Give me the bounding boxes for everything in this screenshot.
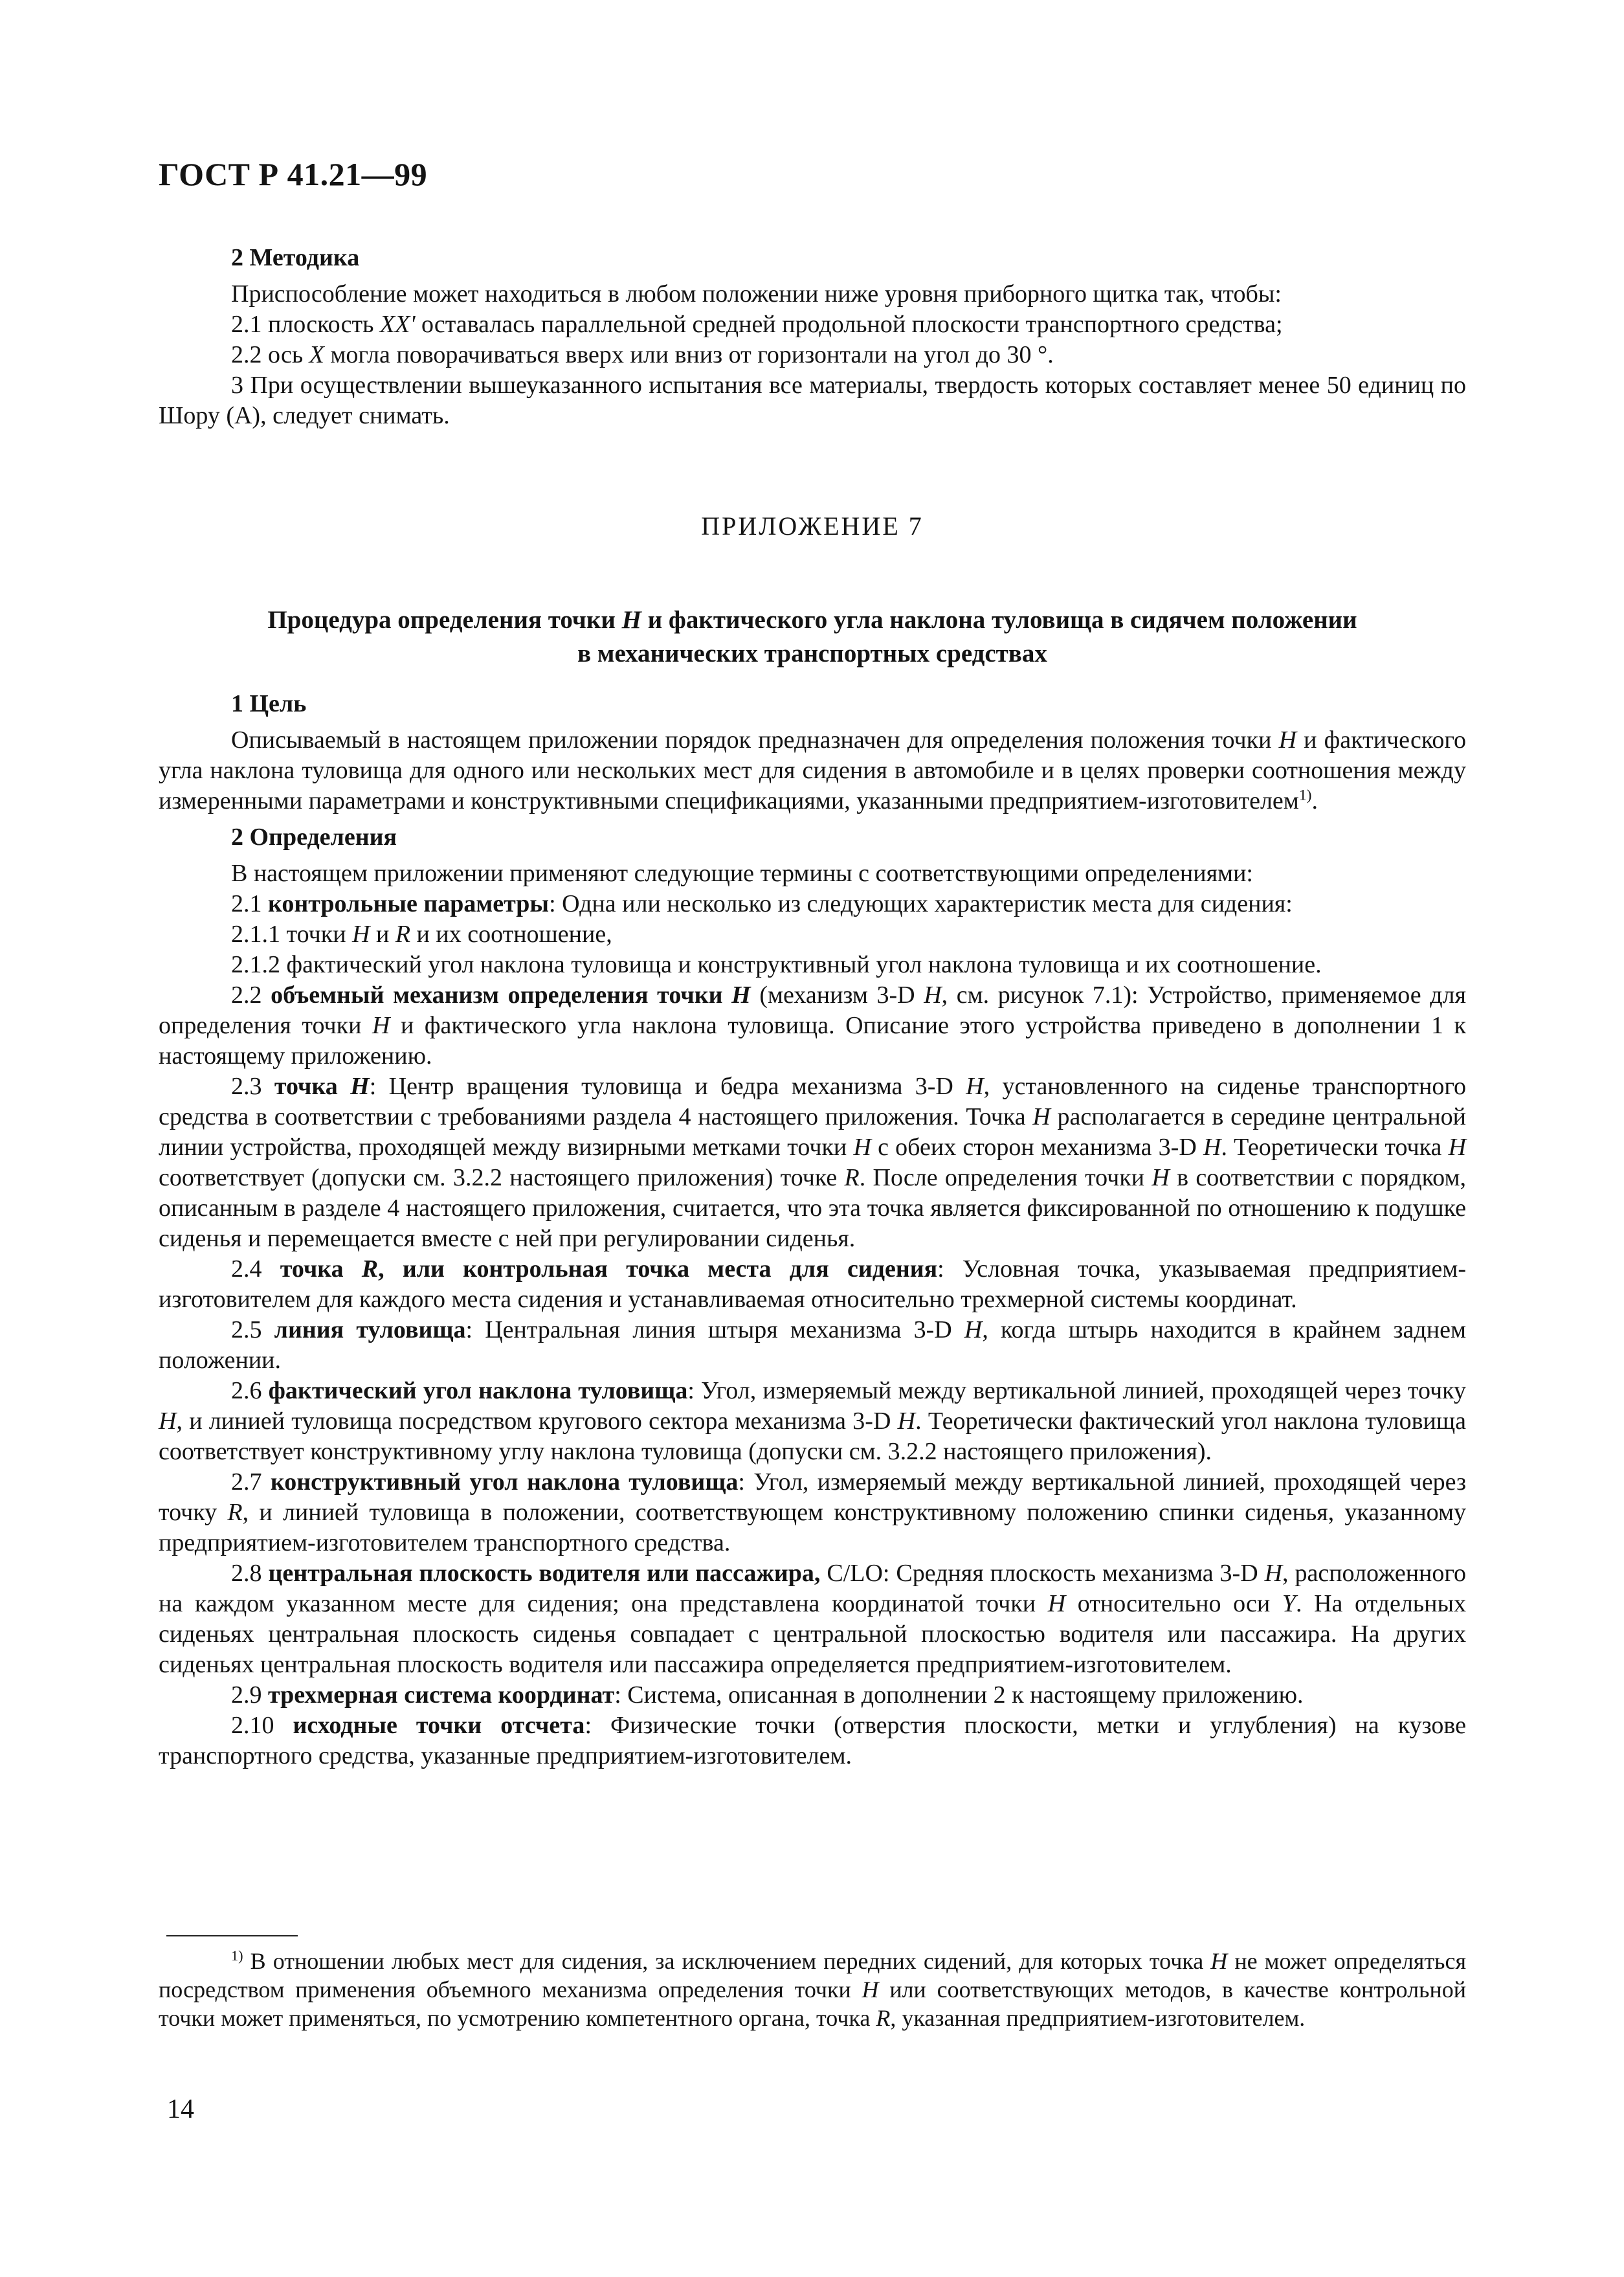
definition-2-1-1: 2.1.1 точки Н и R и их соотношение, xyxy=(231,921,612,948)
definition-2-8: 2.8 центральная плоскость водителя или пассажира, C/LO: Средняя плоскость механизма 3-D Н, расположенного на каждом указанном месте для сидения; она представлена координатой точки Н относительно оси Y. На отдельных сиденьях центральная плоскость сиденья совпадает с центральной плоскостью водителя или пассажира. На других сиденьях центральная плоскость водителя или пассажира определяется предприятием-изготовителем. xyxy=(159,1560,1467,1678)
section-heading-purpose: 1 Цель xyxy=(231,690,307,717)
document-body xyxy=(159,243,1466,1771)
definition-2-3: 2.3 точка Н: Центр вращения туловища и бедра механизма 3-D Н, установленного на сиденье транспортного средства в соответствии с требованиями раздела 4 настоящего приложения. Точка Н располагается в середине центральной линии устройства, проходящей между визирными метками точки Н с обеих сторон механизма 3-D Н. Теоретически точка Н соответствует (допуски см. 3.2.2 настоящего приложения) точке R. После определения точки Н в соответствии с порядком, описанным в разделе 4 настоящего приложения, считается, что эта точка является фиксированной по отношению к подушке сиденья и перемещается вместе с ней при регулировании сиденья. xyxy=(159,1073,1467,1252)
footnote-divider xyxy=(166,1935,298,1936)
appendix-label: ПРИЛОЖЕНИЕ 7 xyxy=(701,511,924,541)
definition-2-2: 2.2 объемный механизм определения точки Н (механизм 3-D Н, см. рисунок 7.1): Устройство, применяемое для определения точки Н и фактического угла наклона туловища. Описание этого устройства приведено в дополнении 1 к настоящему приложению. xyxy=(159,981,1466,1070)
section-heading-definitions: 2 Определения xyxy=(231,824,397,851)
definition-2-4: 2.4 точка R, или контрольная точка места для сидения: Условная точка, указываемая предприятием-изготовителем для каждого места сидения и устанавливаемая относительно трехмерной системы координат. xyxy=(159,1255,1467,1313)
definitions-intro: В настоящем приложении применяют следующие термины с соответствующими определениями: xyxy=(231,860,1253,887)
definition-2-5: 2.5 линия туловища: Центральная линия штыря механизма 3-D Н, когда штырь находится в крайнем заднем положении. xyxy=(159,1316,1467,1374)
page-number: 14 xyxy=(167,2094,194,2124)
definition-2-7: 2.7 конструктивный угол наклона туловища: Угол, измеряемый между вертикальной линией, проходящей через точку R, и линией туловища в положении, соответствующем конструктивному положению спинки сиденья, указанному предприятием-изготовителем транспортного средства. xyxy=(159,1468,1466,1556)
purpose-paragraph: Описываемый в настоящем приложении порядок предназначен для определения положения точки Н и фактического угла наклона туловища для одного или нескольких мест для сидения в автомобиле и в целях проверки соотношения между измеренными параметрами и конструктивными спецификациями, указанными предприятием-изготовителем$^{1)}$. xyxy=(159,726,1466,814)
definition-2-1-2: 2.1.2 фактический угол наклона туловища и конструктивный угол наклона туловища и их соотношение. xyxy=(231,951,1322,978)
method-paragraph: Приспособление может находиться в любом положении ниже уровня приборного щитка так, чтобы: xyxy=(231,280,1282,308)
method-item-2-2: 2.2 ось X могла поворачиваться вверх или вниз от горизонтали на угол до 30 °. xyxy=(231,341,1054,368)
footnote-reference: 1) xyxy=(1298,787,1312,804)
section-heading-method: 2 Методика xyxy=(231,244,360,271)
method-item-3: 3 При осуществлении вышеуказанного испытания все материалы, твердость которых составляет менее 50 единиц по Шору (А), следует снимать. xyxy=(159,372,1466,429)
definition-2-10: 2.10 исходные точки отсчета: Физические точки (отверстия плоскости, метки и углубления) на кузове транспортного средства, указанные предприятием-изготовителем. xyxy=(159,1712,1466,1769)
definition-2-6: 2.6 фактический угол наклона туловища: Угол, измеряемый между вертикальной линией, проходящей через точку Н, и линией туловища посредством кругового сектора механизма 3-D Н. Теоретически фактический угол наклона туловища соответствует конструктивному углу наклона туловища (допуски см. 3.2.2 настоящего приложения). xyxy=(159,1377,1467,1465)
document-code: ГОСТ Р 41.21—99 xyxy=(159,156,428,192)
footnote: $^{1)}$ В отношении любых мест для сидения, за исключением передних сидений, для которых точка Н не может определяться посредством применения объемного механизма определения точки Н или соответствующих методов, в качестве контрольной точки может применяться, по усмотрению компетентного органа, точка R, указанная предприятием-изготовителем. xyxy=(159,1947,1467,2031)
definition-2-1: 2.1 контрольные параметры: Одна или несколько из следующих характеристик места для сидения: xyxy=(231,890,1293,917)
appendix-title: Процедура определения точки Н и фактического угла наклона туловища в сидячем положении в механических транспортных средствах xyxy=(267,606,1357,667)
footnote-mark: 1) xyxy=(231,1947,243,1964)
method-item-2-1: 2.1 плоскость XX' оставалась параллельной средней продольной плоскости транспортного средства; xyxy=(231,311,1283,338)
definition-2-9: 2.9 трехмерная система координат: Система, описанная в дополнении 2 к настоящему приложению. xyxy=(231,1681,1304,1709)
